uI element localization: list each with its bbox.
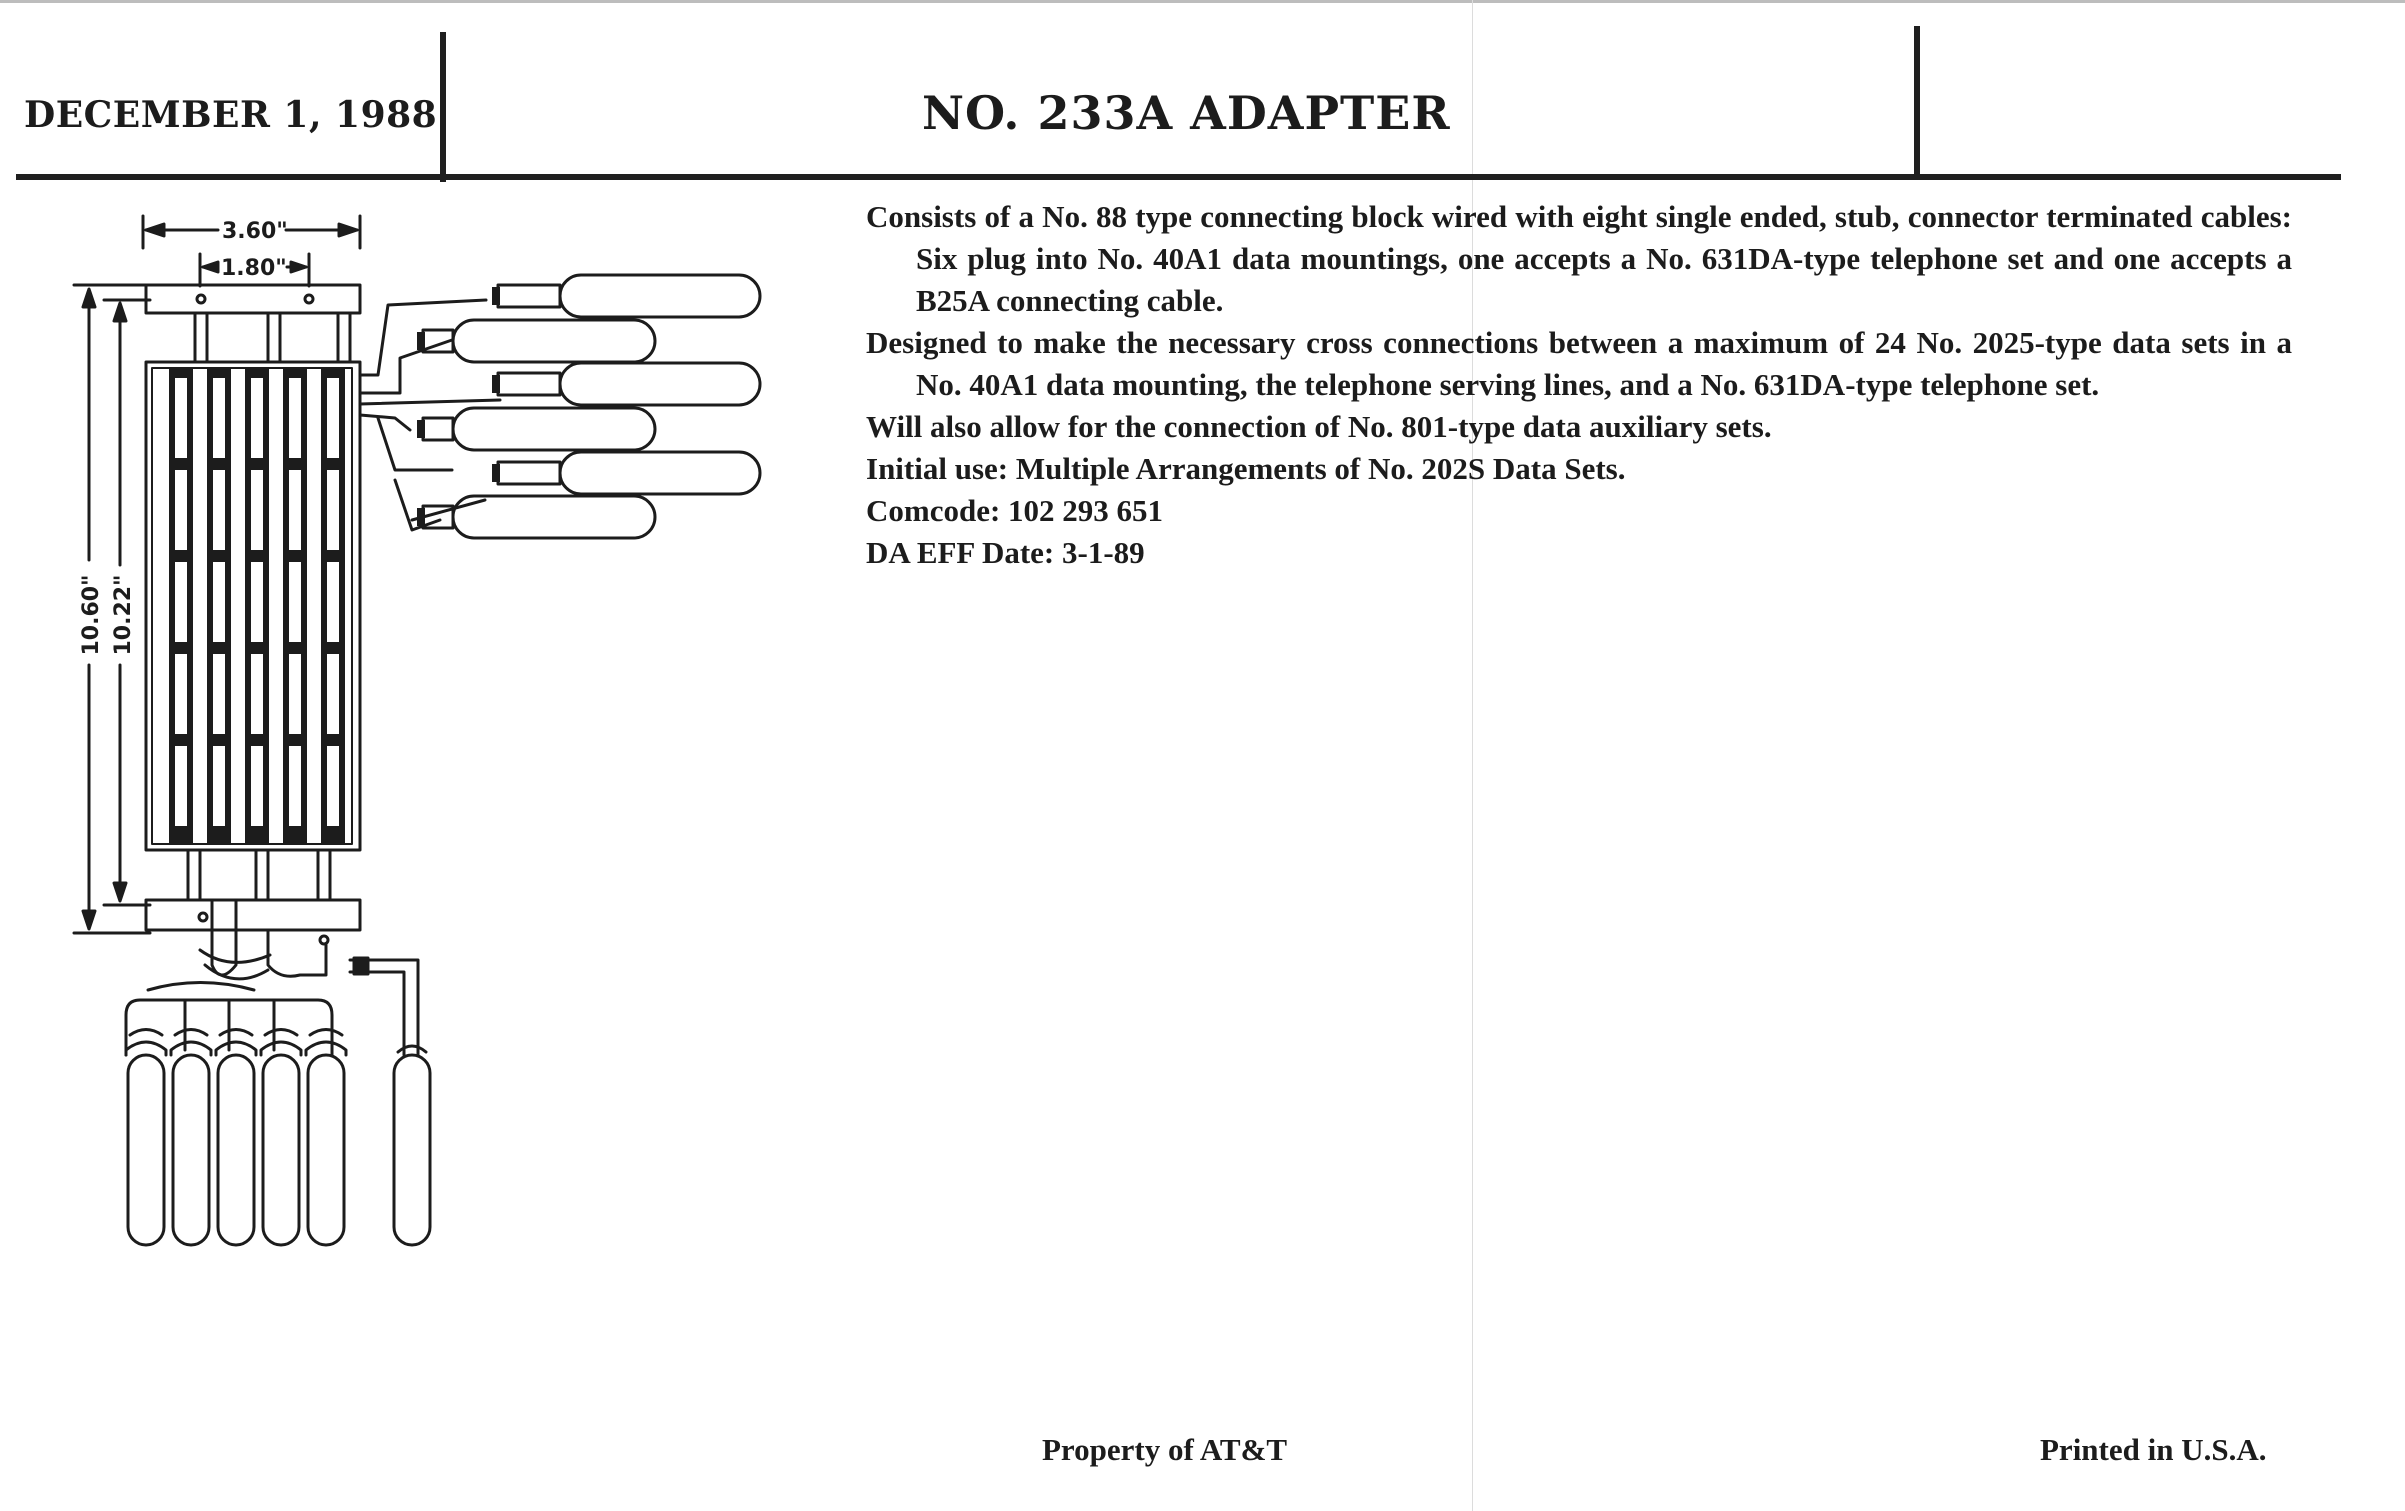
block-slot: [251, 470, 263, 550]
block-slot: [327, 562, 339, 642]
block-slot: [251, 562, 263, 642]
plug-boot: [171, 1042, 211, 1055]
plug-clip: [492, 464, 500, 482]
plug-neck: [423, 418, 453, 440]
block-slot: [251, 746, 263, 826]
plug-clip: [417, 420, 425, 438]
bottom-bracket: [146, 850, 360, 944]
plug-body: [128, 1055, 164, 1245]
plug-body: [453, 496, 655, 538]
block-slot: [289, 746, 301, 826]
block-slot: [327, 470, 339, 550]
plug-clip: [492, 375, 500, 393]
block-slot: [327, 746, 339, 826]
plug-boot: [306, 1042, 346, 1055]
plug-neck: [498, 285, 560, 307]
footer-property: Property of AT&T: [1042, 1432, 1288, 1467]
block-slot: [213, 746, 225, 826]
right-plugs: [417, 275, 760, 538]
block-slot: [175, 746, 187, 826]
dimension-heights: [74, 285, 150, 933]
dimension-width: [143, 216, 360, 248]
width-label: 3.60": [222, 219, 288, 244]
block-slot: [251, 654, 263, 734]
plug-boot: [126, 1042, 166, 1055]
dimension-spacing: [200, 254, 309, 286]
block-slot: [213, 562, 225, 642]
block-slot: [175, 470, 187, 550]
block-slot: [175, 562, 187, 642]
top-bracket: [146, 285, 360, 362]
block-slot: [289, 562, 301, 642]
block-slot: [175, 378, 187, 458]
description-paragraph-1: Consists of a No. 88 type connecting block wired with eight single ended, stub, connector terminated cables: Six plug into No. 40A1 data mountings, one accepts a No. 631DA-type telephone set and one accepts a B25A connecting cable.: [866, 199, 2292, 318]
block-slot: [327, 378, 339, 458]
description-paragraph-2: Designed to make the necessary cross connections between a maximum of 24 No. 2025-type data sets in a No. 40A1 data mounting, the telephone serving lines, and a No. 631DA-type telephone set.: [866, 325, 2292, 402]
plug-boot: [261, 1042, 301, 1055]
plug-collar: [175, 1030, 207, 1036]
bottom-plugs: [126, 1030, 430, 1246]
document-title: NO. 233A ADAPTER: [922, 86, 1451, 140]
height-outer-label: 10.60": [79, 574, 104, 656]
height-inner-label: 10.22": [111, 574, 136, 656]
plug-body: [308, 1055, 344, 1245]
document-date: DECEMBER 1, 1988: [24, 94, 438, 136]
block-slot: [213, 470, 225, 550]
plug-body: [394, 1055, 430, 1245]
block-slot: [289, 654, 301, 734]
plug-collar: [310, 1030, 342, 1036]
plug-boot: [216, 1042, 256, 1055]
plug-collar: [220, 1030, 252, 1036]
block-slot: [175, 654, 187, 734]
plug-body: [453, 320, 655, 362]
plug-clip: [417, 332, 425, 350]
plug-collar: [130, 1030, 162, 1036]
initial-use: Initial use: Multiple Arrangements of No. 202S Data Sets.: [866, 451, 1626, 486]
plug-body: [173, 1055, 209, 1245]
description-paragraph-3: Will also allow for the connection of No. 801-type data auxiliary sets.: [866, 409, 1772, 444]
plug-body: [560, 452, 760, 494]
plug-body: [263, 1055, 299, 1245]
comcode: Comcode: 102 293 651: [866, 493, 1164, 528]
block-columns: [169, 368, 345, 844]
plug-body: [560, 363, 760, 405]
plug-clip: [492, 287, 500, 305]
spacing-label: 1.80": [221, 256, 287, 281]
block-slot: [289, 470, 301, 550]
plug-body: [560, 275, 760, 317]
plug-clip: [417, 508, 425, 526]
plug-neck: [498, 373, 560, 395]
block-slot: [251, 378, 263, 458]
description: [866, 196, 2292, 574]
block-slot: [213, 378, 225, 458]
block-slot: [213, 654, 225, 734]
block-slot: [289, 378, 301, 458]
footer-printed: Printed in U.S.A.: [2040, 1432, 2267, 1467]
plug-body: [453, 408, 655, 450]
plug-neck: [498, 462, 560, 484]
effective-date: DA EFF Date: 3-1-89: [866, 535, 1145, 570]
block-slot: [327, 654, 339, 734]
plug-body: [218, 1055, 254, 1245]
plug-collar: [398, 1046, 426, 1052]
plug-collar: [265, 1030, 297, 1036]
